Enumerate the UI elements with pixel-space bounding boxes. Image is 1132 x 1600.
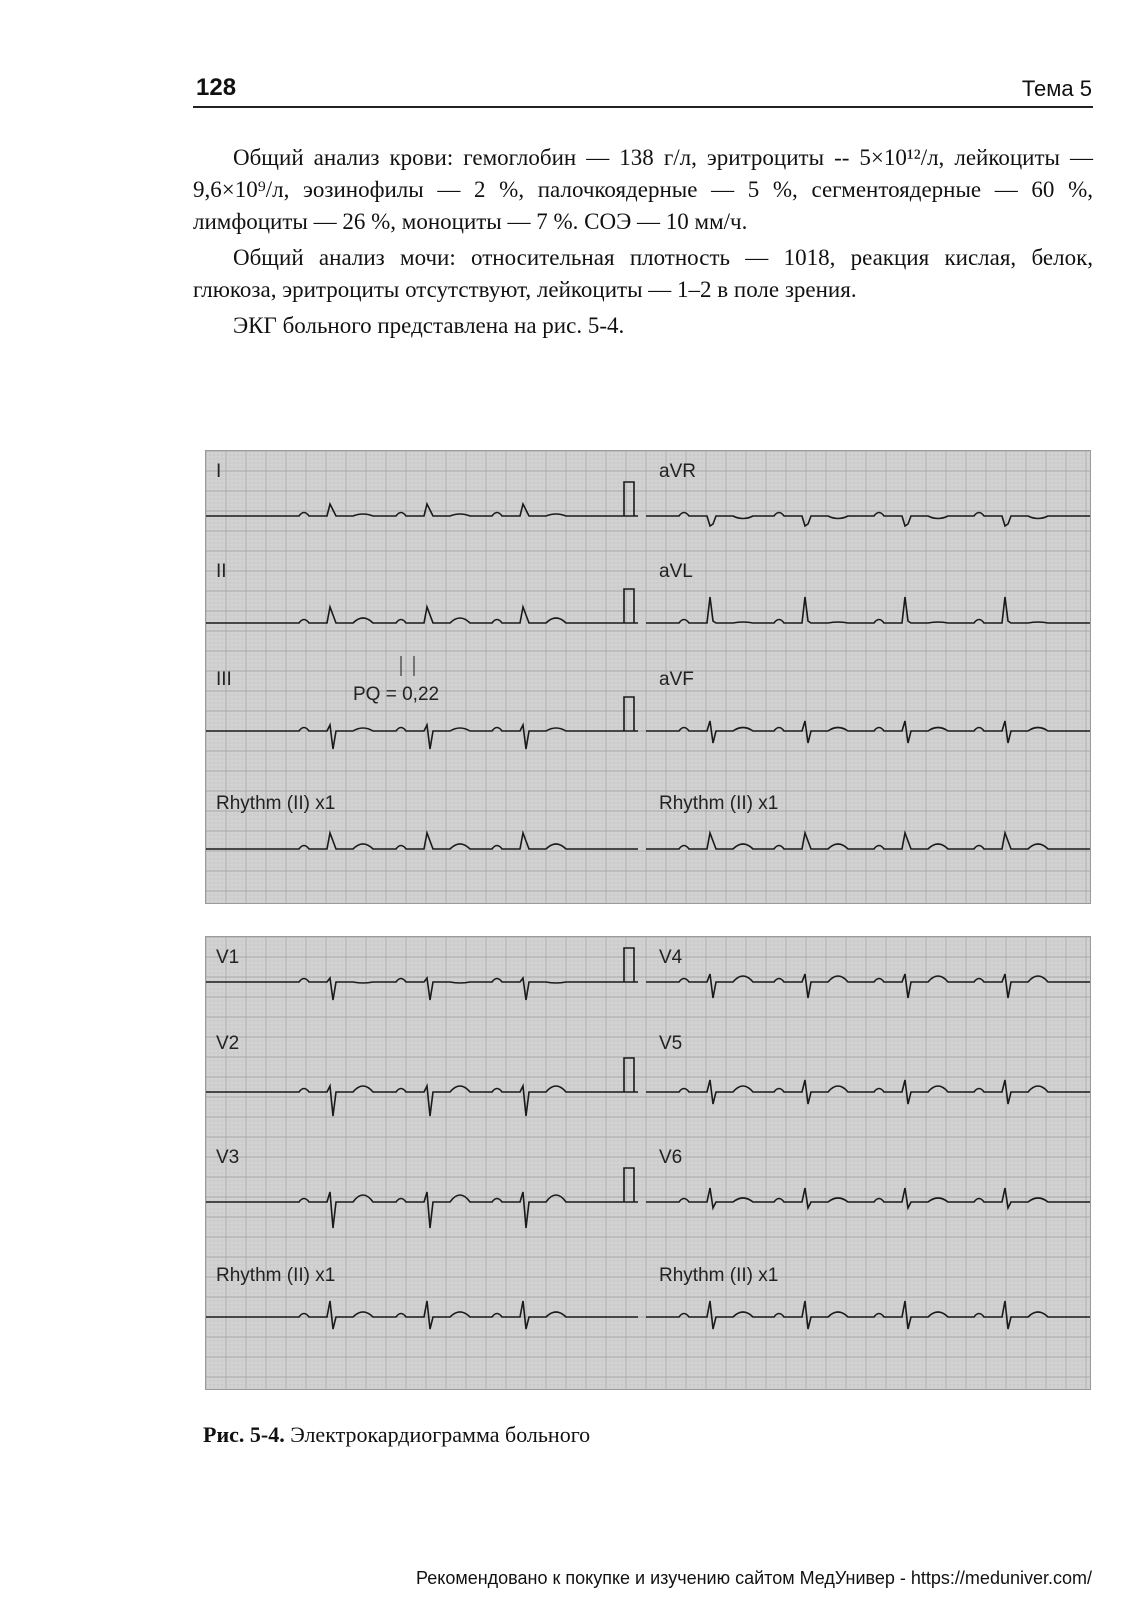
paragraph-blood-test: Общий анализ крови: гемоглобин — 138 г/л, эритроциты -- 5×10¹²/л, лейкоциты — 9,6×10⁹/л, эозинофилы — 2 %, палочкоядерные — 5 %, сегментоядерные — 60 %, лимфоциты — 26 %, моноциты — 7 %. СОЭ — 10 мм/ч. bbox=[193, 145, 1093, 234]
label-aVF: aVF bbox=[659, 669, 694, 690]
label-V3: V3 bbox=[216, 1147, 240, 1168]
label-V4: V4 bbox=[659, 947, 683, 968]
lead-aVF-trace bbox=[646, 721, 1090, 743]
page-number: 128 bbox=[196, 74, 237, 101]
label-I: I bbox=[216, 461, 222, 482]
lead-V4-trace bbox=[646, 974, 1090, 998]
caption-label: Рис. 5-4. bbox=[203, 1422, 285, 1447]
label-rhythm-right-top: Rhythm (II) x1 bbox=[659, 793, 779, 814]
label-rhythm-right-bottom: Rhythm (II) x1 bbox=[659, 1265, 779, 1286]
ecg-chest-leads-svg bbox=[206, 937, 1090, 1389]
ecg-chest-leads-figure bbox=[205, 936, 1091, 1390]
label-V5: V5 bbox=[659, 1033, 683, 1054]
running-head: Тема 5 bbox=[1021, 76, 1092, 101]
label-rhythm-left-top: Rhythm (II) x1 bbox=[216, 793, 336, 814]
label-II: II bbox=[216, 561, 227, 582]
lead-III-trace-calibration bbox=[624, 697, 634, 731]
paragraph-ecg-ref: ЭКГ больного представлена на рис. 5-4. bbox=[233, 313, 625, 338]
pq-annotation: PQ = 0,22 bbox=[353, 684, 440, 705]
caption-text: Электрокардиограмма больного bbox=[290, 1422, 591, 1447]
ecg-limb-leads-svg bbox=[206, 451, 1090, 903]
ecg-limb-leads-figure bbox=[205, 450, 1091, 904]
label-V2: V2 bbox=[216, 1033, 240, 1054]
label-aVR: aVR bbox=[659, 461, 696, 482]
label-III: III bbox=[216, 669, 232, 690]
footer-note: Рекомендовано к покупке и изучению сайтом МедУнивер - https://meduniver.com/ bbox=[416, 1568, 1092, 1588]
rhythm-II-right-top-trace bbox=[646, 833, 1090, 849]
paragraph-urine-test: Общий анализ мочи: относительная плотность — 1018, реакция кислая, белок, глюкоза, эритроциты отсутствуют, лейкоциты — 1–2 в поле зрения. bbox=[193, 245, 1093, 302]
label-V6: V6 bbox=[659, 1147, 683, 1168]
label-rhythm-left-bottom: Rhythm (II) x1 bbox=[216, 1265, 336, 1286]
lead-V2-trace-calibration bbox=[624, 1058, 634, 1092]
header-rule bbox=[193, 106, 1093, 108]
lead-II-trace-calibration bbox=[624, 589, 634, 623]
figure-caption bbox=[203, 1422, 590, 1448]
lead-V5-trace bbox=[646, 1080, 1090, 1104]
body-text bbox=[193, 142, 1093, 346]
label-aVL: aVL bbox=[659, 561, 693, 582]
label-V1: V1 bbox=[216, 947, 240, 968]
